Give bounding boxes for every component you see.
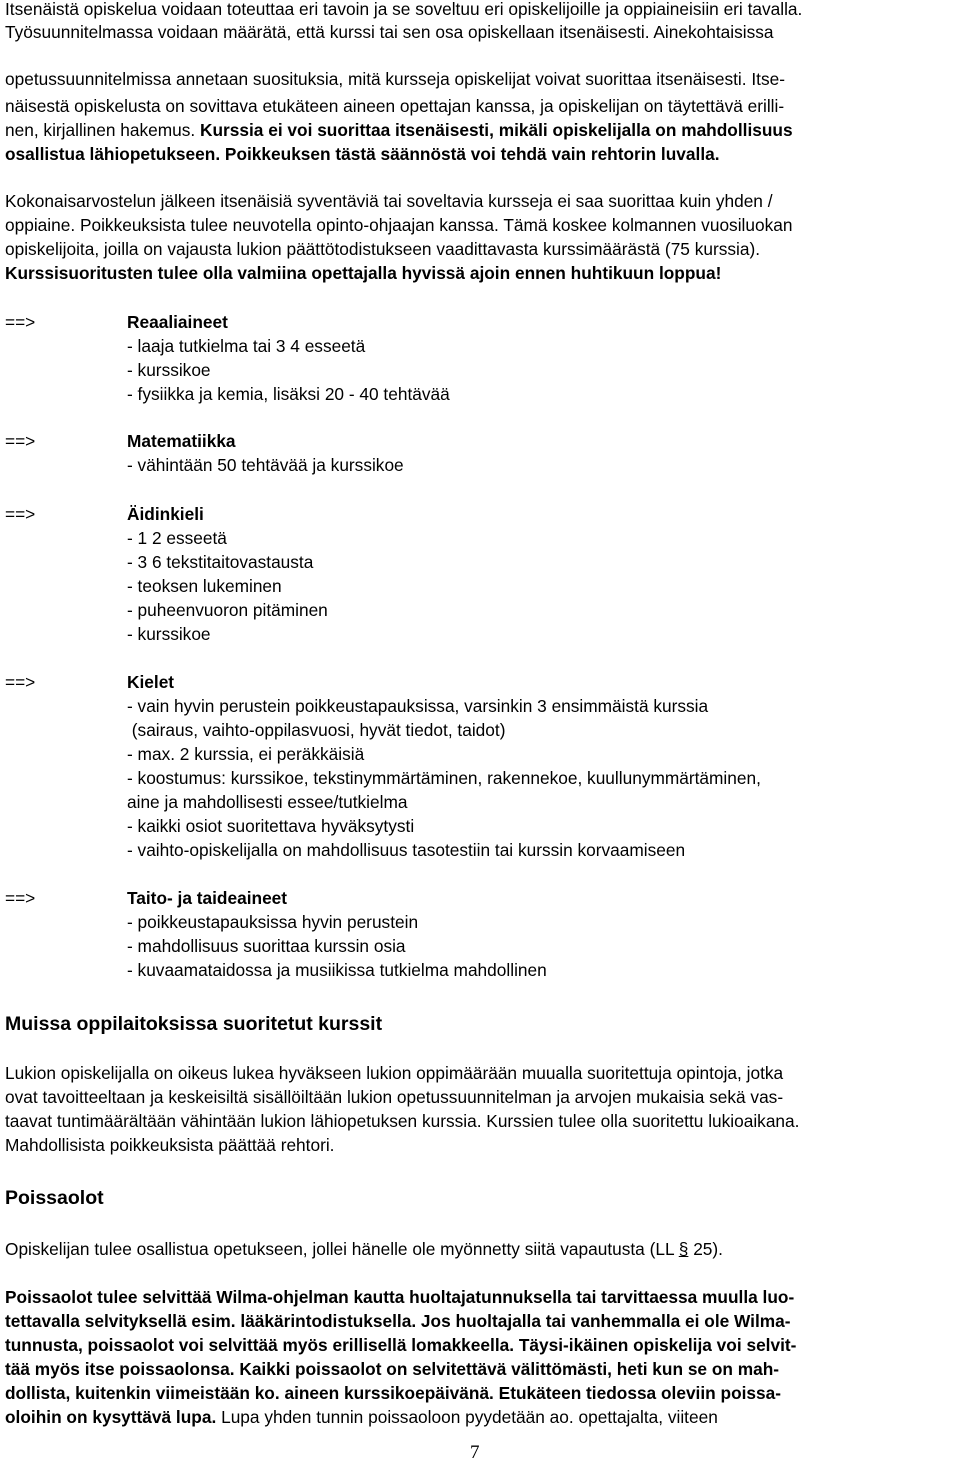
subject-item: - kurssikoe [127, 360, 211, 380]
intro-bold-1: Kurssia ei voi suorittaa itsenäisesti, mikäli opiskelijalla on mahdollisuus [200, 120, 793, 140]
para2-line-2-wrap [5, 213, 792, 237]
intro-line-1: Itsenäistä opiskelua voidaan toteuttaa eri tavoin ja se soveltuu eri opiskelijoille ja oppiaineisiin eri tavalla. [5, 0, 803, 19]
poissaolot-line-1b: 25). [693, 1239, 723, 1259]
para2-line-2b: Tämä koskee kolmannen vuosiluokan [503, 215, 793, 235]
poissaolot-last-bold: oloihin on kysyttävä lupa. [5, 1407, 217, 1427]
subject-item: - mahdollisuus suorittaa kurssin osia [127, 936, 406, 956]
poissaolot-bold-line-4: tää myös itse poissaolonsa. Kaikki poissaolot on selvitettävä välittömästi, heti kun se on mah- [5, 1359, 780, 1379]
subject-item: - puheenvuoron pitäminen [127, 600, 328, 620]
poissaolot-bold-line-5: dollista, kuitenkin viimeistään ko. aineen kurssikoepäivänä. Etukäteen tiedossa oleviin poissa- [5, 1383, 782, 1403]
subject-item: - max. 2 kurssia, ei peräkkäisiä [127, 744, 365, 764]
poissaolot-line-1 [5, 1237, 723, 1261]
section-heading-muissa-oppilaitoksissa: Muissa oppilaitoksissa suoritetut kurssit [5, 1013, 383, 1035]
subject-item: - vaihto-opiskelijalla on mahdollisuus tasotestiin tai kurssin korvaamiseen [127, 840, 686, 860]
arrow-marker: ==> [5, 504, 36, 524]
muissa-line-1: Lukion opiskelijalla on oikeus lukea hyväkseen lukion oppimäärään muualla suoritettuja opintoja, jotka [5, 1063, 784, 1083]
arrow-marker: ==> [5, 888, 36, 908]
intro-line-2: Työsuunnitelmassa voidaan määrätä, että kurssi tai sen osa opiskellaan itsenäisesti. Ainekohtaisissa [5, 22, 774, 42]
poissaolot-last-normal: Lupa yhden tunnin poissaoloon pyydetään ao. opettajalta, viiteen [221, 1407, 718, 1427]
muissa-line-2: ovat tavoitteeltaan ja keskeisiltä sisällöiltään lukion opetussuunnitelman ja arvojen mukaisia sekä vas- [5, 1087, 784, 1107]
subject-title-aidinkieli: Äidinkieli [127, 504, 204, 524]
para2-line-1: Kokonaisarvostelun jälkeen itsenäisiä syventäviä tai soveltavia kursseja ei saa suorittaa kuin yhden / [5, 191, 773, 211]
intro-line-3: opetussuunnitelmissa annetaan suosituksia, mitä kursseja opiskelijat voivat suorittaa itsenäisesti. Itse- [5, 69, 785, 89]
poissaolot-line-1a: Opiskelijan tulee osallistua opetukseen, jollei hänelle ole myönnetty siitä vapautusta (LL [5, 1239, 674, 1259]
intro-line-5: nen, kirjallinen hakemus. [5, 120, 196, 140]
para2-line-4: Kurssisuoritusten tulee olla valmiina opettajalla hyvissä ajoin ennen huhtikuun loppua! [5, 263, 722, 283]
arrow-marker: ==> [5, 431, 36, 451]
subject-item: (sairaus, vaihto-oppilasvuosi, hyvät tiedot, taidot) [127, 720, 506, 740]
poissaolot-bold-line-1: Poissaolot tulee selvittää Wilma-ohjelman kautta huoltajatunnuksella tai tarvittaessa muulla luo- [5, 1287, 795, 1307]
subject-title-matematiikka: Matematiikka [127, 431, 236, 451]
subject-item: - 1 2 esseetä [127, 528, 227, 548]
subject-title-kielet: Kielet [127, 672, 175, 692]
subject-item: - 3 6 tekstitaitovastausta [127, 552, 314, 572]
intro-line-5-wrap [5, 118, 793, 142]
subject-item: - vain hyvin perustein poikkeustapauksissa, varsinkin 3 ensimmäistä kurssia [127, 696, 709, 716]
subject-item: - kurssikoe [127, 624, 211, 644]
subject-item: aine ja mahdollisesti essee/tutkielma [127, 792, 408, 812]
subject-item: - fysiikka ja kemia, lisäksi 20 - 40 tehtävää [127, 384, 450, 404]
poissaolot-bold-line-2: tettavalla selvityksellä esim. lääkärintodistuksella. Jos huoltajalla tai vanhemmalla ei ole Wilma- [5, 1311, 791, 1331]
subject-item: - poikkeustapauksissa hyvin perustein [127, 912, 419, 932]
section-symbol: § [678, 1239, 689, 1259]
subject-item: - laaja tutkielma tai 3 4 esseetä [127, 336, 366, 356]
para2-line-3: opiskelijoita, joilla on vajausta lukion päättötodistukseen vaadittavasta kurssimäärästä (75 kurssia). [5, 239, 761, 259]
subject-title-reaaliaineet: Reaaliaineet [127, 312, 228, 332]
intro-line-4: näisestä opiskelusta on sovittava etukäteen aineen opettajan kanssa, ja opiskelijan on täytettävä erilli- [5, 96, 785, 116]
para2-line-2a: oppiaine. Poikkeuksista tulee neuvotella opinto-ohjaajan kanssa. [5, 215, 499, 235]
poissaolot-bold-line-3: tunnusta, poissaolot voi selvittää myös erillisellä lomakkeella. Täysi-ikäinen opiskelija voi selvit- [5, 1335, 797, 1355]
muissa-line-3: taavat tuntimäärältään vähintään lukion lähiopetuksen kurssia. Kurssien tulee olla suoritettu lukioaikana. [5, 1111, 800, 1131]
subject-item: - kuvaamataidossa ja musiikissa tutkielma mahdollinen [127, 960, 547, 980]
section-heading-poissaolot: Poissaolot [5, 1187, 104, 1209]
subject-item: - kaikki osiot suoritettava hyväksytysti [127, 816, 415, 836]
subject-item: - koostumus: kurssikoe, tekstinymmärtäminen, rakennekoe, kuullunymmärtäminen, [127, 768, 761, 788]
subject-item: - teoksen lukeminen [127, 576, 282, 596]
intro-bold-2: osallistua lähiopetukseen. Poikkeuksen tästä säännöstä voi tehdä vain rehtorin luvalla. [5, 144, 720, 164]
poissaolot-last-line [5, 1405, 718, 1429]
subject-item: - vähintään 50 tehtävää ja kurssikoe [127, 455, 404, 475]
arrow-marker: ==> [5, 312, 36, 332]
subject-title-taito-ja-taideaineet: Taito- ja taideaineet [127, 888, 288, 908]
arrow-marker: ==> [5, 672, 36, 692]
page-number: 7 [470, 1442, 480, 1463]
muissa-line-4: Mahdollisista poikkeuksista päättää rehtori. [5, 1135, 335, 1155]
